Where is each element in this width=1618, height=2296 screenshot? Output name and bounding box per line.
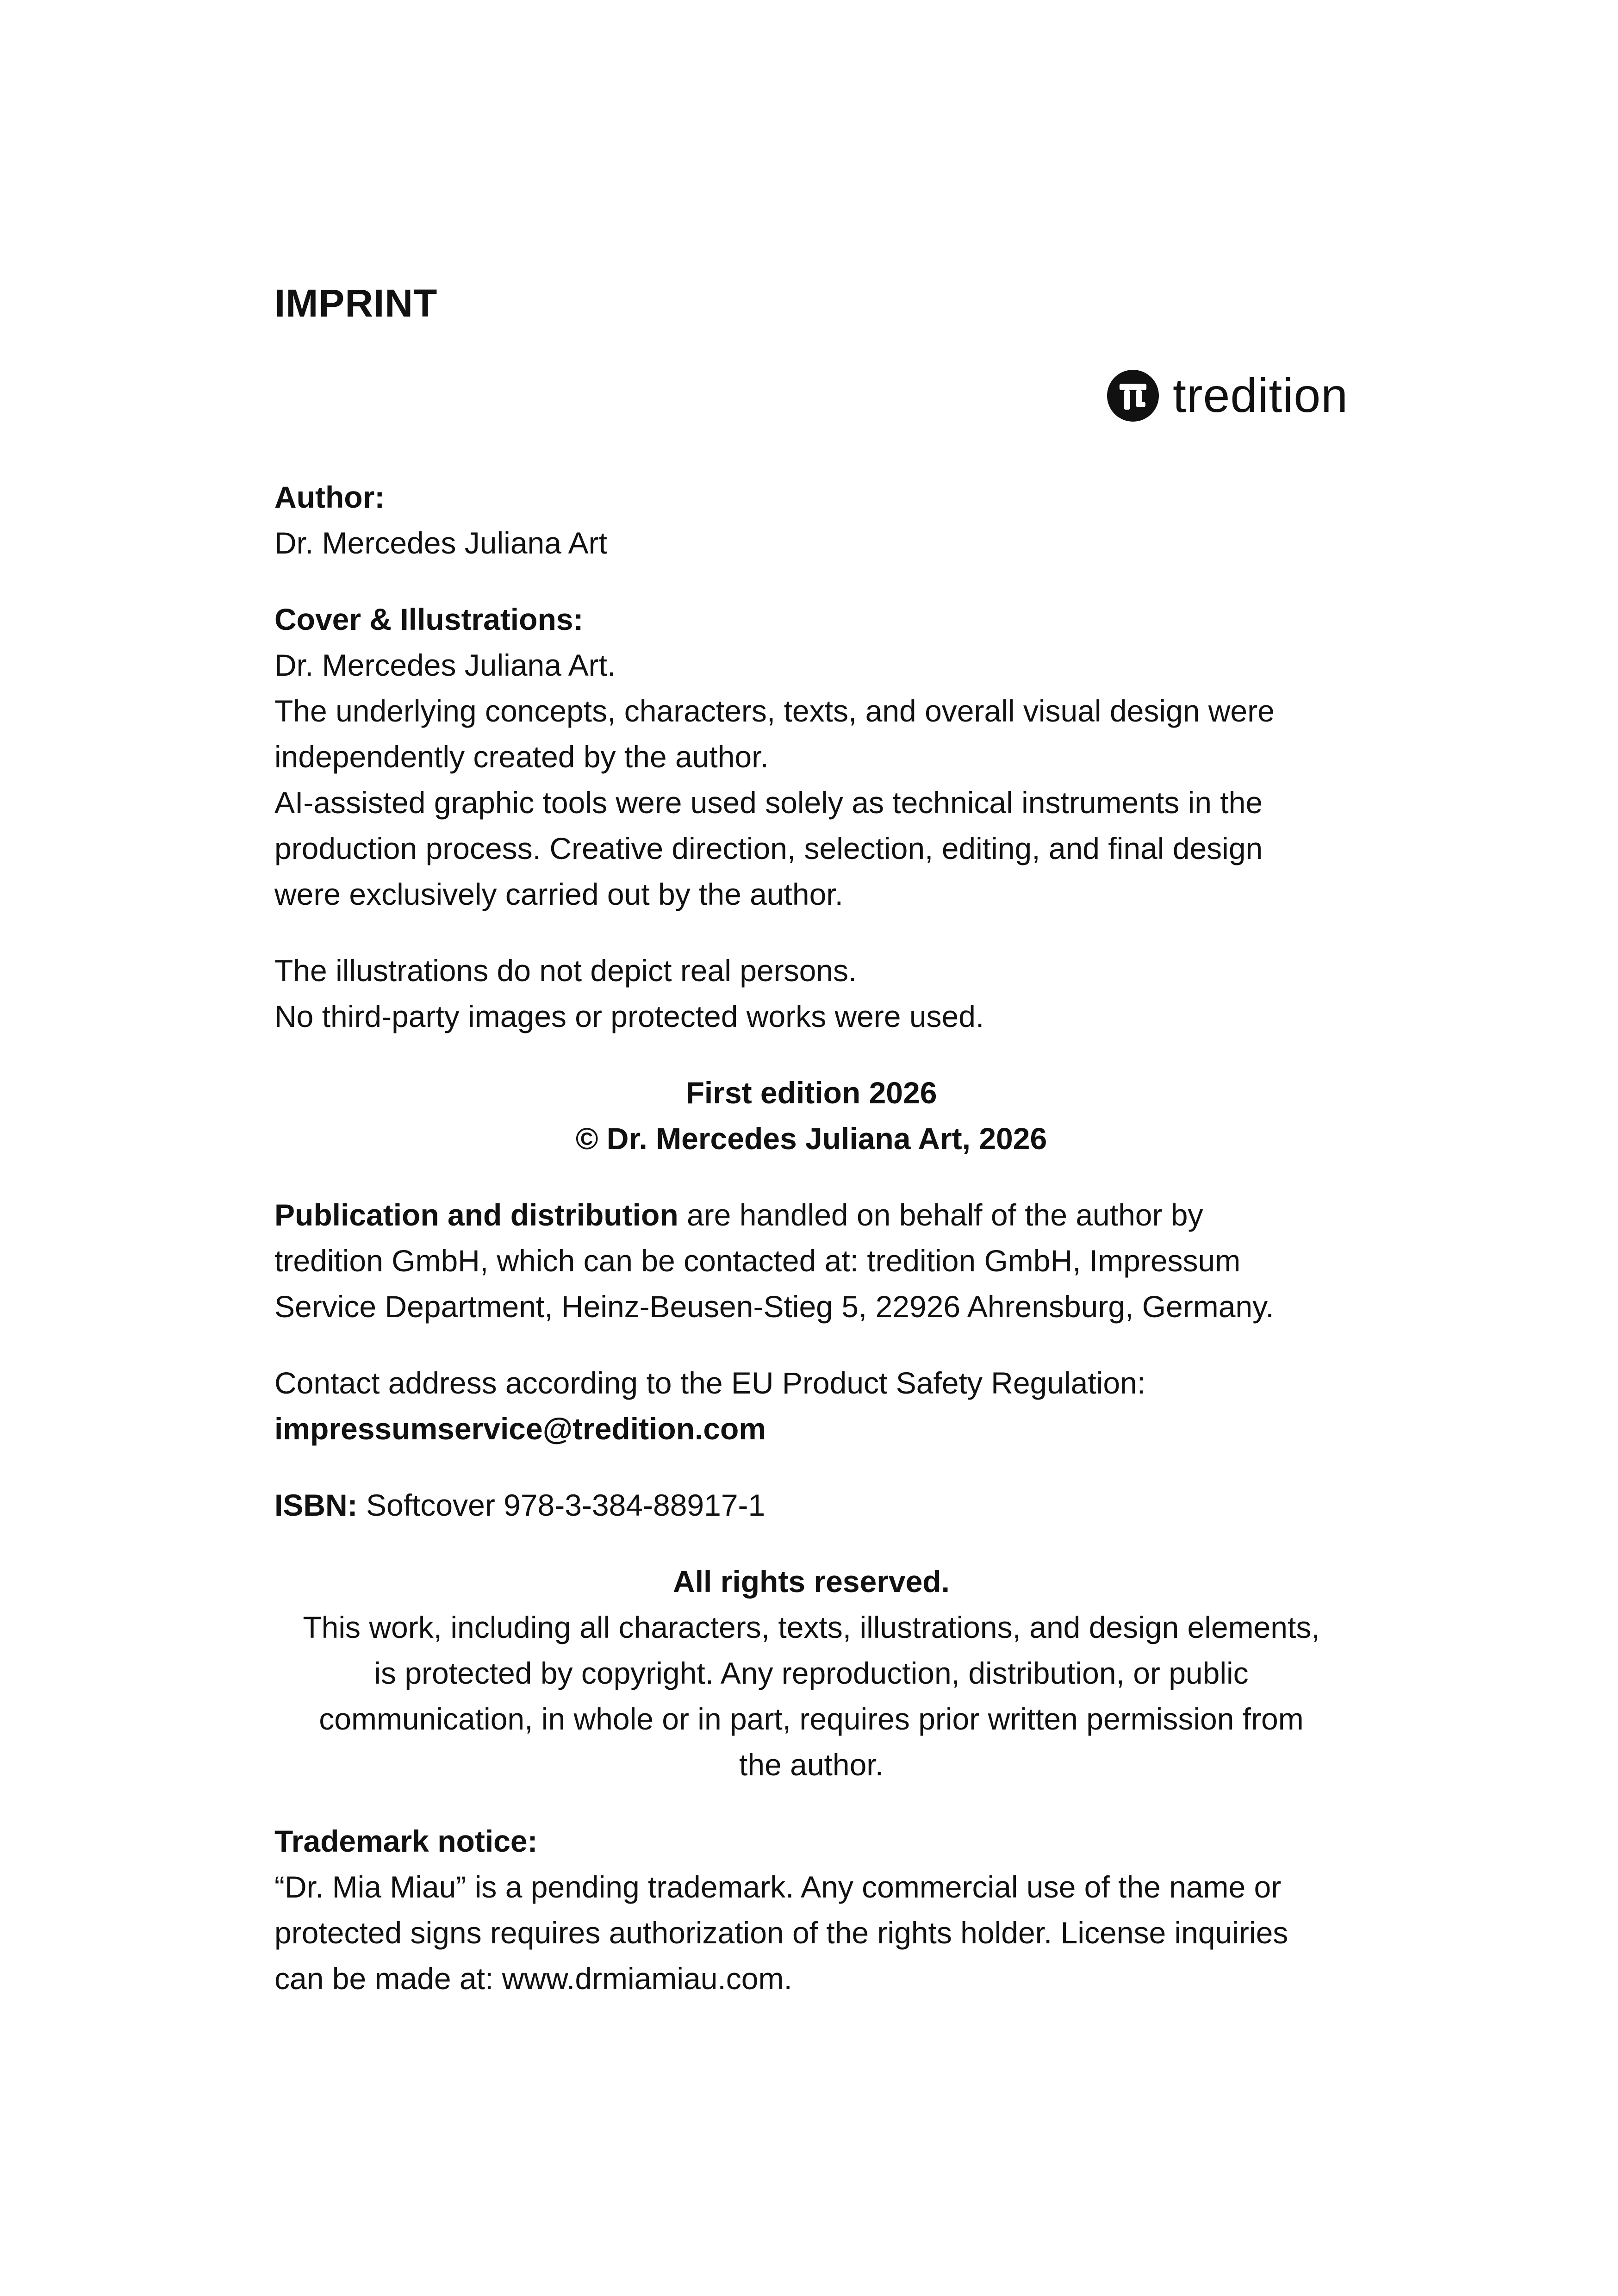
publication-line-2: tredition GmbH, which can be contacted at: tredition GmbH, Impressum	[274, 1244, 1241, 1278]
isbn-line	[274, 1482, 1348, 1528]
publication-rest: are handled on behalf of the author by	[678, 1198, 1203, 1232]
cover-line: AI-assisted graphic tools were used solely as technical instruments in the	[274, 785, 1263, 820]
author-section	[274, 474, 1348, 566]
cover-label: Cover & Illustrations:	[274, 602, 584, 636]
cover-section	[274, 597, 1348, 917]
contact-section	[274, 1360, 1348, 1452]
cover-line: Dr. Mercedes Juliana Art.	[274, 648, 616, 682]
tredition-logo-icon	[1107, 370, 1159, 422]
illustrations-note-line: No third-party images or protected works were used.	[274, 999, 984, 1033]
trademark-line: “Dr. Mia Miau” is a pending trademark. Any commercial use of the name or	[274, 1870, 1282, 1904]
copyright-line: © Dr. Mercedes Juliana Art, 2026	[575, 1121, 1047, 1156]
author-label: Author:	[274, 480, 385, 514]
trademark-line: protected signs requires authorization of the rights holder. License inquiries	[274, 1916, 1288, 1950]
cover-line: production process. Creative direction, selection, editing, and final design	[274, 831, 1263, 865]
cover-line: independently created by the author.	[274, 740, 769, 774]
contact-text: Contact address according to the EU Product Safety Regulation:	[274, 1366, 1146, 1400]
trademark-section	[274, 1818, 1348, 2002]
trademark-line: can be made at: www.drmiamiau.com.	[274, 1961, 792, 1996]
rights-section	[274, 1559, 1348, 1788]
isbn-label: ISBN:	[274, 1488, 358, 1522]
rights-line: communication, in whole or in part, requires prior written permission from	[319, 1702, 1304, 1736]
isbn-value: Softcover 978-3-384-88917-1	[357, 1488, 765, 1522]
publication-section	[274, 1192, 1348, 1330]
illustrations-note	[274, 948, 1348, 1039]
publication-line-3: Service Department, Heinz-Beusen-Stieg 5, 22926 Ahrensburg, Germany.	[274, 1289, 1274, 1324]
edition-line: First edition 2026	[685, 1076, 937, 1110]
rights-line: This work, including all characters, texts, illustrations, and design elements,	[303, 1610, 1320, 1644]
illustrations-note-line: The illustrations do not depict real persons.	[274, 953, 857, 988]
rights-line: the author.	[739, 1748, 884, 1782]
cover-line: were exclusively carried out by the author.	[274, 877, 843, 911]
publication-line-1	[274, 1192, 1348, 1238]
rights-line: is protected by copyright. Any reproduction, distribution, or public	[374, 1656, 1249, 1690]
publication-bold: Publication and distribution	[274, 1198, 678, 1232]
contact-email: impressumservice@tredition.com	[274, 1412, 766, 1446]
publisher-logo	[274, 368, 1348, 423]
cover-line: The underlying concepts, characters, texts, and overall visual design were	[274, 694, 1275, 728]
tredition-wordmark: tredition	[1173, 369, 1348, 423]
author-name: Dr. Mercedes Juliana Art	[274, 526, 607, 560]
imprint-page	[274, 278, 1348, 2002]
edition-section	[274, 1070, 1348, 1162]
rights-heading: All rights reserved.	[673, 1564, 950, 1599]
isbn-section	[274, 1482, 1348, 1528]
page-title: IMPRINT	[274, 281, 438, 325]
trademark-label: Trademark notice:	[274, 1824, 538, 1858]
